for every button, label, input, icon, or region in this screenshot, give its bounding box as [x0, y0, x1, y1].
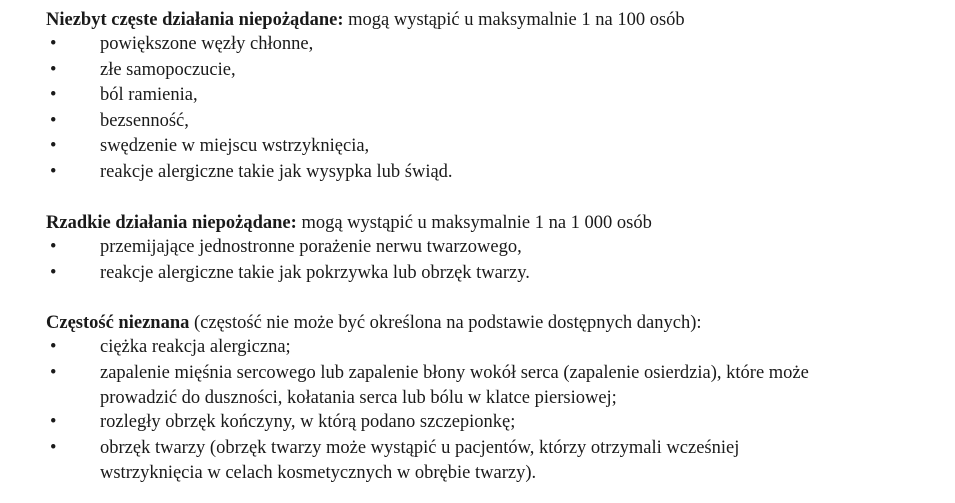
section-rare-side-effects	[46, 211, 926, 286]
side-effects-list	[46, 335, 926, 485]
bullet-icon: •	[50, 412, 57, 433]
section-heading-rest: (częstość nie może być określona na podstawie dostępnych danych):	[189, 313, 702, 333]
list-item-text: złe samopoczucie,	[100, 59, 236, 80]
bullet-icon: •	[50, 262, 57, 283]
bullet-icon: •	[50, 59, 57, 80]
side-effects-list	[46, 32, 926, 186]
bullet-icon: •	[50, 110, 57, 131]
side-effects-list	[46, 235, 926, 286]
section-heading-rest: mogą wystąpić u maksymalnie 1 na 100 osób	[343, 10, 685, 30]
bullet-icon: •	[50, 85, 57, 106]
list-item	[46, 32, 926, 58]
list-item	[46, 160, 926, 186]
list-item-text: przemijające jednostronne porażenie nerwu twarzowego,	[100, 237, 522, 257]
list-item-text-continued: prowadzić do duszności, kołatania serca lub bólu w klatce piersiowej;	[100, 388, 617, 409]
list-item	[46, 235, 926, 261]
list-item-text-continued: wstrzyknięcia w celach kosmetycznych w obrębie twarzy).	[100, 463, 537, 484]
list-item-text: ból ramienia,	[100, 85, 198, 106]
bullet-icon: •	[50, 337, 57, 357]
bullet-icon: •	[50, 136, 57, 157]
list-item	[46, 361, 926, 411]
section-heading	[46, 211, 926, 235]
list-item-text: powiększone węzły chłonne,	[100, 34, 314, 54]
list-item-text: reakcje alergiczne takie jak pokrzywka lub obrzęk twarzy.	[100, 262, 530, 283]
list-item-text: bezsenność,	[100, 110, 189, 131]
bullet-icon: •	[50, 362, 57, 383]
section-uncommon-side-effects	[46, 8, 926, 186]
list-item-text: rozległy obrzęk kończyny, w którą podano szczepionkę;	[100, 412, 516, 433]
bullet-icon: •	[50, 34, 57, 54]
list-item	[46, 134, 926, 160]
list-item-text: ciężka reakcja alergiczna;	[100, 337, 291, 357]
list-item	[46, 410, 926, 436]
list-item	[46, 109, 926, 135]
section-heading-bold: Częstość nieznana	[46, 313, 190, 333]
list-item	[46, 83, 926, 109]
list-item-text: reakcje alergiczne takie jak wysypka lub świąd.	[100, 161, 453, 182]
section-heading	[46, 8, 926, 32]
bullet-icon: •	[50, 437, 57, 458]
list-item	[46, 436, 926, 486]
section-unknown-frequency	[46, 311, 926, 485]
section-heading-rest: mogą wystąpić u maksymalnie 1 na 1 000 osób	[296, 213, 652, 233]
list-item-text: zapalenie mięśnia sercowego lub zapalenie błony wokół serca (zapalenie osierdzia), które może	[100, 362, 809, 383]
list-item	[46, 261, 926, 287]
section-heading-bold: Niezbyt częste działania niepożądane:	[46, 10, 344, 30]
list-item	[46, 335, 926, 361]
bullet-icon: •	[50, 161, 57, 182]
list-item-text: swędzenie w miejscu wstrzyknięcia,	[100, 136, 370, 157]
section-heading	[46, 311, 926, 335]
list-item-text: obrzęk twarzy (obrzęk twarzy może wystąpić u pacjentów, którzy otrzymali wcześniej	[100, 437, 740, 458]
bullet-icon: •	[50, 237, 57, 257]
list-item	[46, 58, 926, 84]
section-heading-bold: Rzadkie działania niepożądane:	[46, 213, 297, 233]
